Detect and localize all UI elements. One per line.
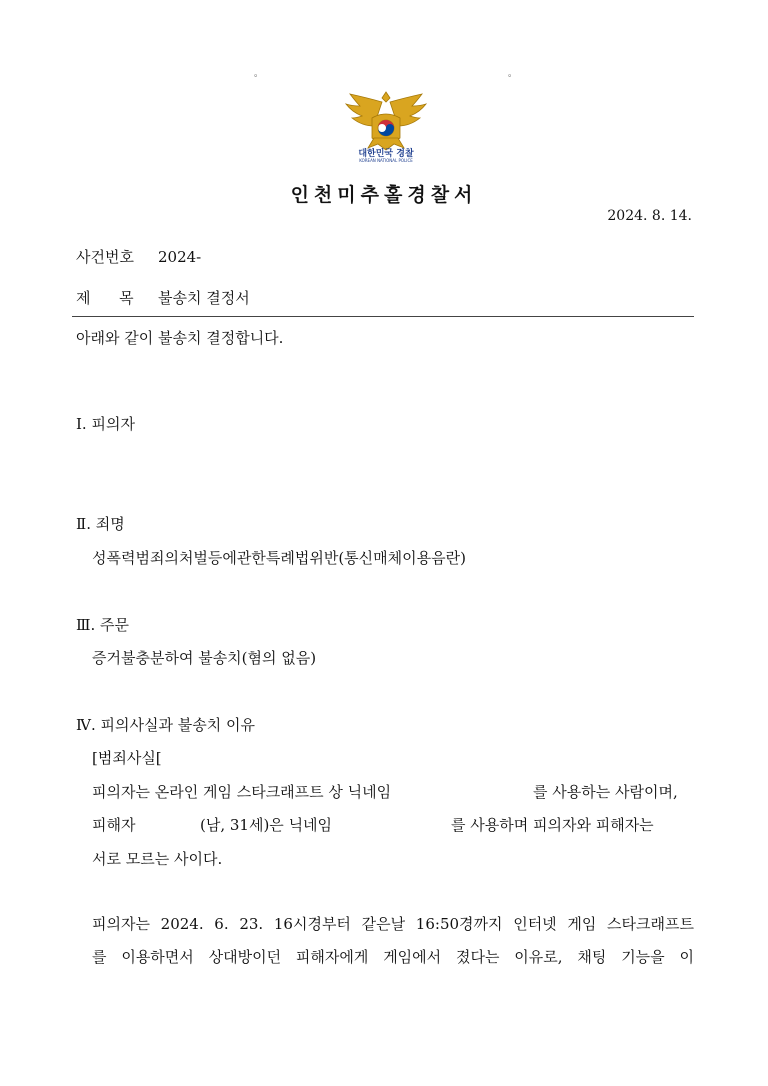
intro-text: 아래와 같이 불송치 결정합니다. <box>76 329 284 347</box>
section-3-body: 증거불충분하여 불송치(혐의 없음) <box>92 649 317 667</box>
divider <box>72 316 694 317</box>
section-4-subheading: [범죄사실[ <box>92 749 162 767</box>
case-number-label: 사건번호 <box>76 248 134 266</box>
mark-left: 。 <box>254 69 264 79</box>
section-4-heading: Ⅳ. 피의사실과 불송치 이유 <box>76 716 255 734</box>
section-3-heading: Ⅲ. 주문 <box>76 616 129 634</box>
facts-para2-line-1: 피의자는 2024. 6. 23. 16시경부터 같은날 16:50경까지 인터넷 게임 스타크래프트 <box>92 915 694 933</box>
mark-right: 。 <box>508 69 518 79</box>
facts-line-3: 서로 모르는 사이다. <box>92 850 223 868</box>
document-date: 2024. 8. 14. <box>607 208 692 224</box>
police-emblem-logo <box>338 88 434 168</box>
case-title-label: 제 목 <box>76 289 134 307</box>
logo-subname: KOREAN NATIONAL POLICE <box>359 158 413 163</box>
case-number-row <box>76 246 201 267</box>
section-2-body: 성폭력범죄의처벌등에관한특례법위반(통신매체이용음란) <box>92 549 466 567</box>
facts-line-2b: (남, 31세)은 닉네임 <box>200 816 333 834</box>
facts-para2-line-2: 를 이용하면서 상대방이던 피해자에게 게임에서 졌다는 이유로, 채팅 기능을 이 <box>92 948 694 966</box>
facts-line-2c: 를 사용하며 피의자와 피해자는 <box>451 816 654 834</box>
case-title-value: 불송치 결정서 <box>158 289 250 307</box>
section-2-heading: Ⅱ. 죄명 <box>76 515 125 533</box>
facts-line-1a: 피의자는 온라인 게임 스타크래프트 상 닉네임 <box>92 783 392 801</box>
section-1-heading: Ⅰ. 피의자 <box>76 415 135 433</box>
station-title: 인천미추홀경찰서 <box>290 184 478 206</box>
case-title-row <box>76 287 250 308</box>
facts-line-1b: 를 사용하는 사람이며, <box>533 783 678 801</box>
case-number-value: 2024- <box>158 248 202 266</box>
facts-line-2a: 피해자 <box>92 816 136 834</box>
logo-name: 대한민국 경찰 <box>358 149 414 159</box>
